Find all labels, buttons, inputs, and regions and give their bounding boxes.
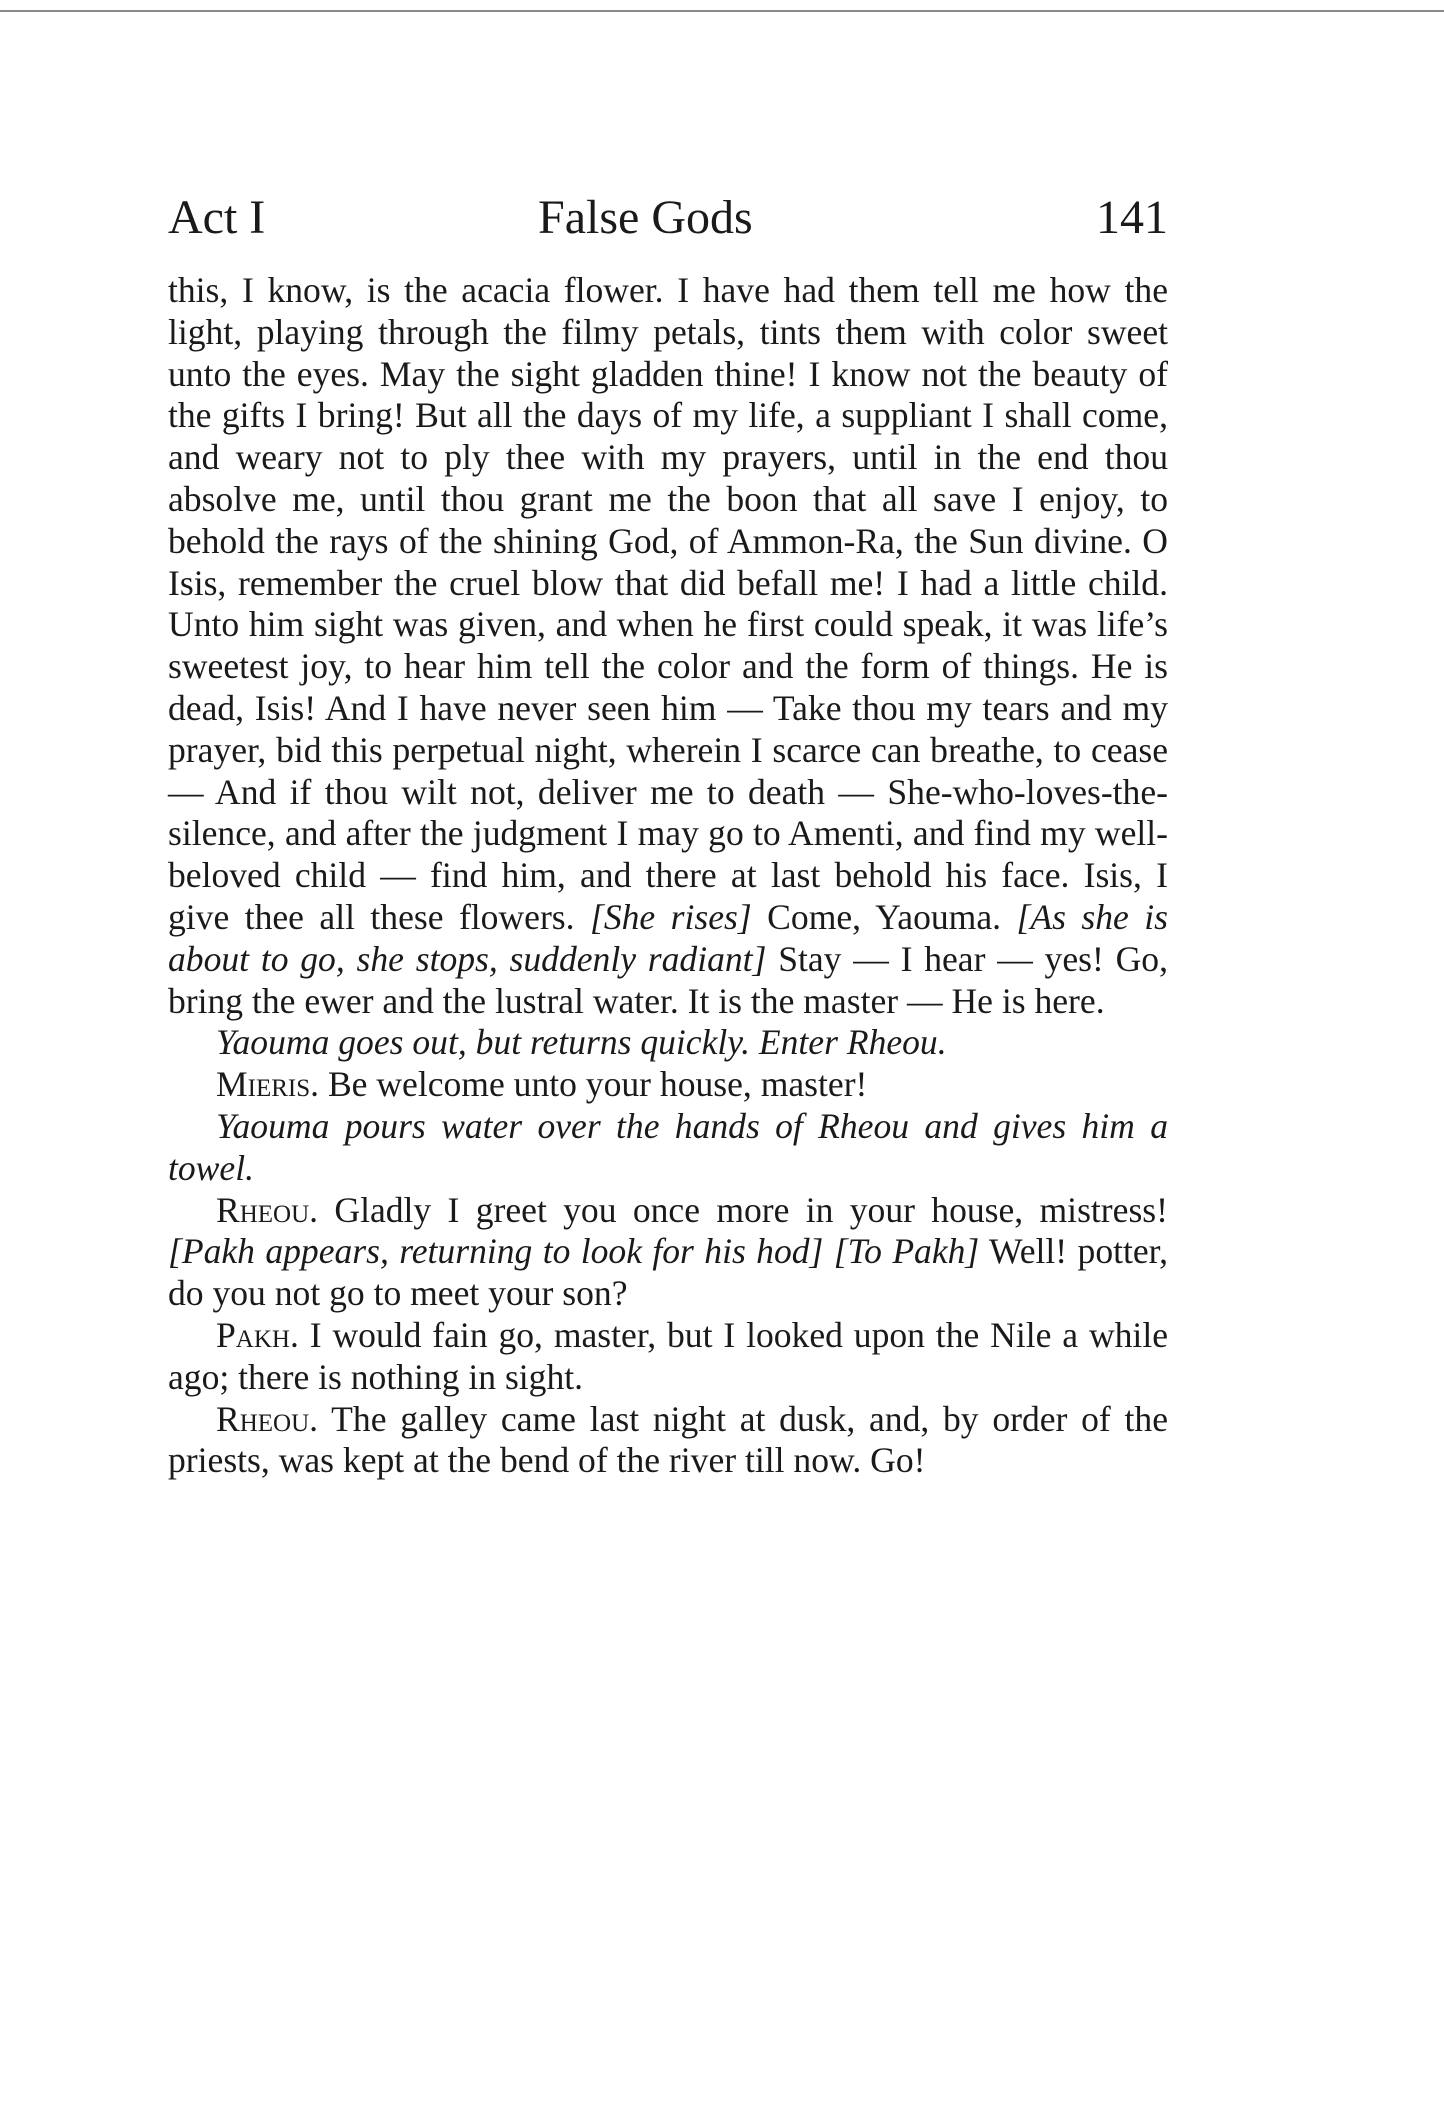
speech-text: Well! potter, do you not go to meet your son? — [168, 1231, 1168, 1314]
stage-direction: [Pakh appears, returning to look for his hod] — [168, 1231, 824, 1272]
speech-text: Stay — I hear — yes! Go, bring the ewer and the lustral water. It is the master — He is here. — [168, 938, 1168, 1021]
speech-text: this, I know, is the acacia flower. I have had them tell me how the light, playing through the filmy petals, tints them with color sweet unto the eyes. May the sight gladden thine! I know not the beauty of the gifts I bring! But all the days of my life, a suppliant I shall come, and weary not to ply thee with my prayers, until in the end thou absolve me, until thou grant me the boon that all save I enjoy, to behold the rays of the shining God, of Ammon-Ra, the Sun divine. O Isis, remember the cruel blow that did befall me! I had a little child. Unto him sight was given, and when he first could speak, it was life’s sweetest joy, to hear him tell the color and the form of things. He is dead, Isis! And I have never seen him — Take thou my tears and my prayer, bid this perpetual night, wherein I scarce can breathe, to cease — And if thou wilt not, deliver me to death — She-who-loves-the-silence, and after the judgment I may go to Amenti, and find my well-beloved child — find him, and there at last behold his face. Isis, I give thee all these flowers. — [168, 270, 1168, 937]
stage-direction: [To Pakh] — [833, 1231, 980, 1272]
stage-direction: [As she is about to go, she stops, suddenly radiant] — [168, 896, 1168, 979]
running-head — [168, 190, 1168, 260]
speaker-name: Mieris. — [216, 1064, 320, 1105]
speech-paragraph — [168, 1064, 1168, 1106]
page-number: 141 — [1096, 191, 1168, 244]
speech-paragraph — [168, 1399, 1168, 1483]
stage-direction-line: Yaouma goes out, but returns quickly. Enter Rheou. — [216, 1022, 947, 1063]
speech-text: I would fain go, master, but I looked upon the Nile a while ago; there is nothing in sight. — [168, 1314, 1168, 1397]
speech-text: The galley came last night at dusk, and, by order of the priests, was kept at the bend of the river till now. Go! — [168, 1398, 1168, 1481]
speech-paragraph — [168, 1315, 1168, 1399]
speech-paragraph — [168, 1190, 1168, 1315]
speech-paragraph — [168, 270, 1168, 1022]
scan-edge-line — [0, 10, 1444, 12]
speech-text: Come, Yaouma. — [767, 896, 1002, 937]
book-page — [168, 190, 1168, 1482]
speech-text: Gladly I greet you once more in your house, mistress! — [334, 1189, 1168, 1230]
speaker-name: Pakh. — [216, 1314, 299, 1355]
stage-direction: [She rises] — [590, 896, 752, 937]
speaker-name: Rheou. — [216, 1189, 319, 1230]
act-label: Act I — [168, 191, 266, 244]
page-text — [168, 270, 1168, 1482]
speaker-name: Rheou. — [216, 1398, 319, 1439]
stage-direction-line: Yaouma pours water over the hands of Rheou and gives him a towel. — [168, 1105, 1168, 1188]
book-title: False Gods — [538, 191, 753, 244]
speech-text: Be welcome unto your house, master! — [327, 1064, 868, 1105]
